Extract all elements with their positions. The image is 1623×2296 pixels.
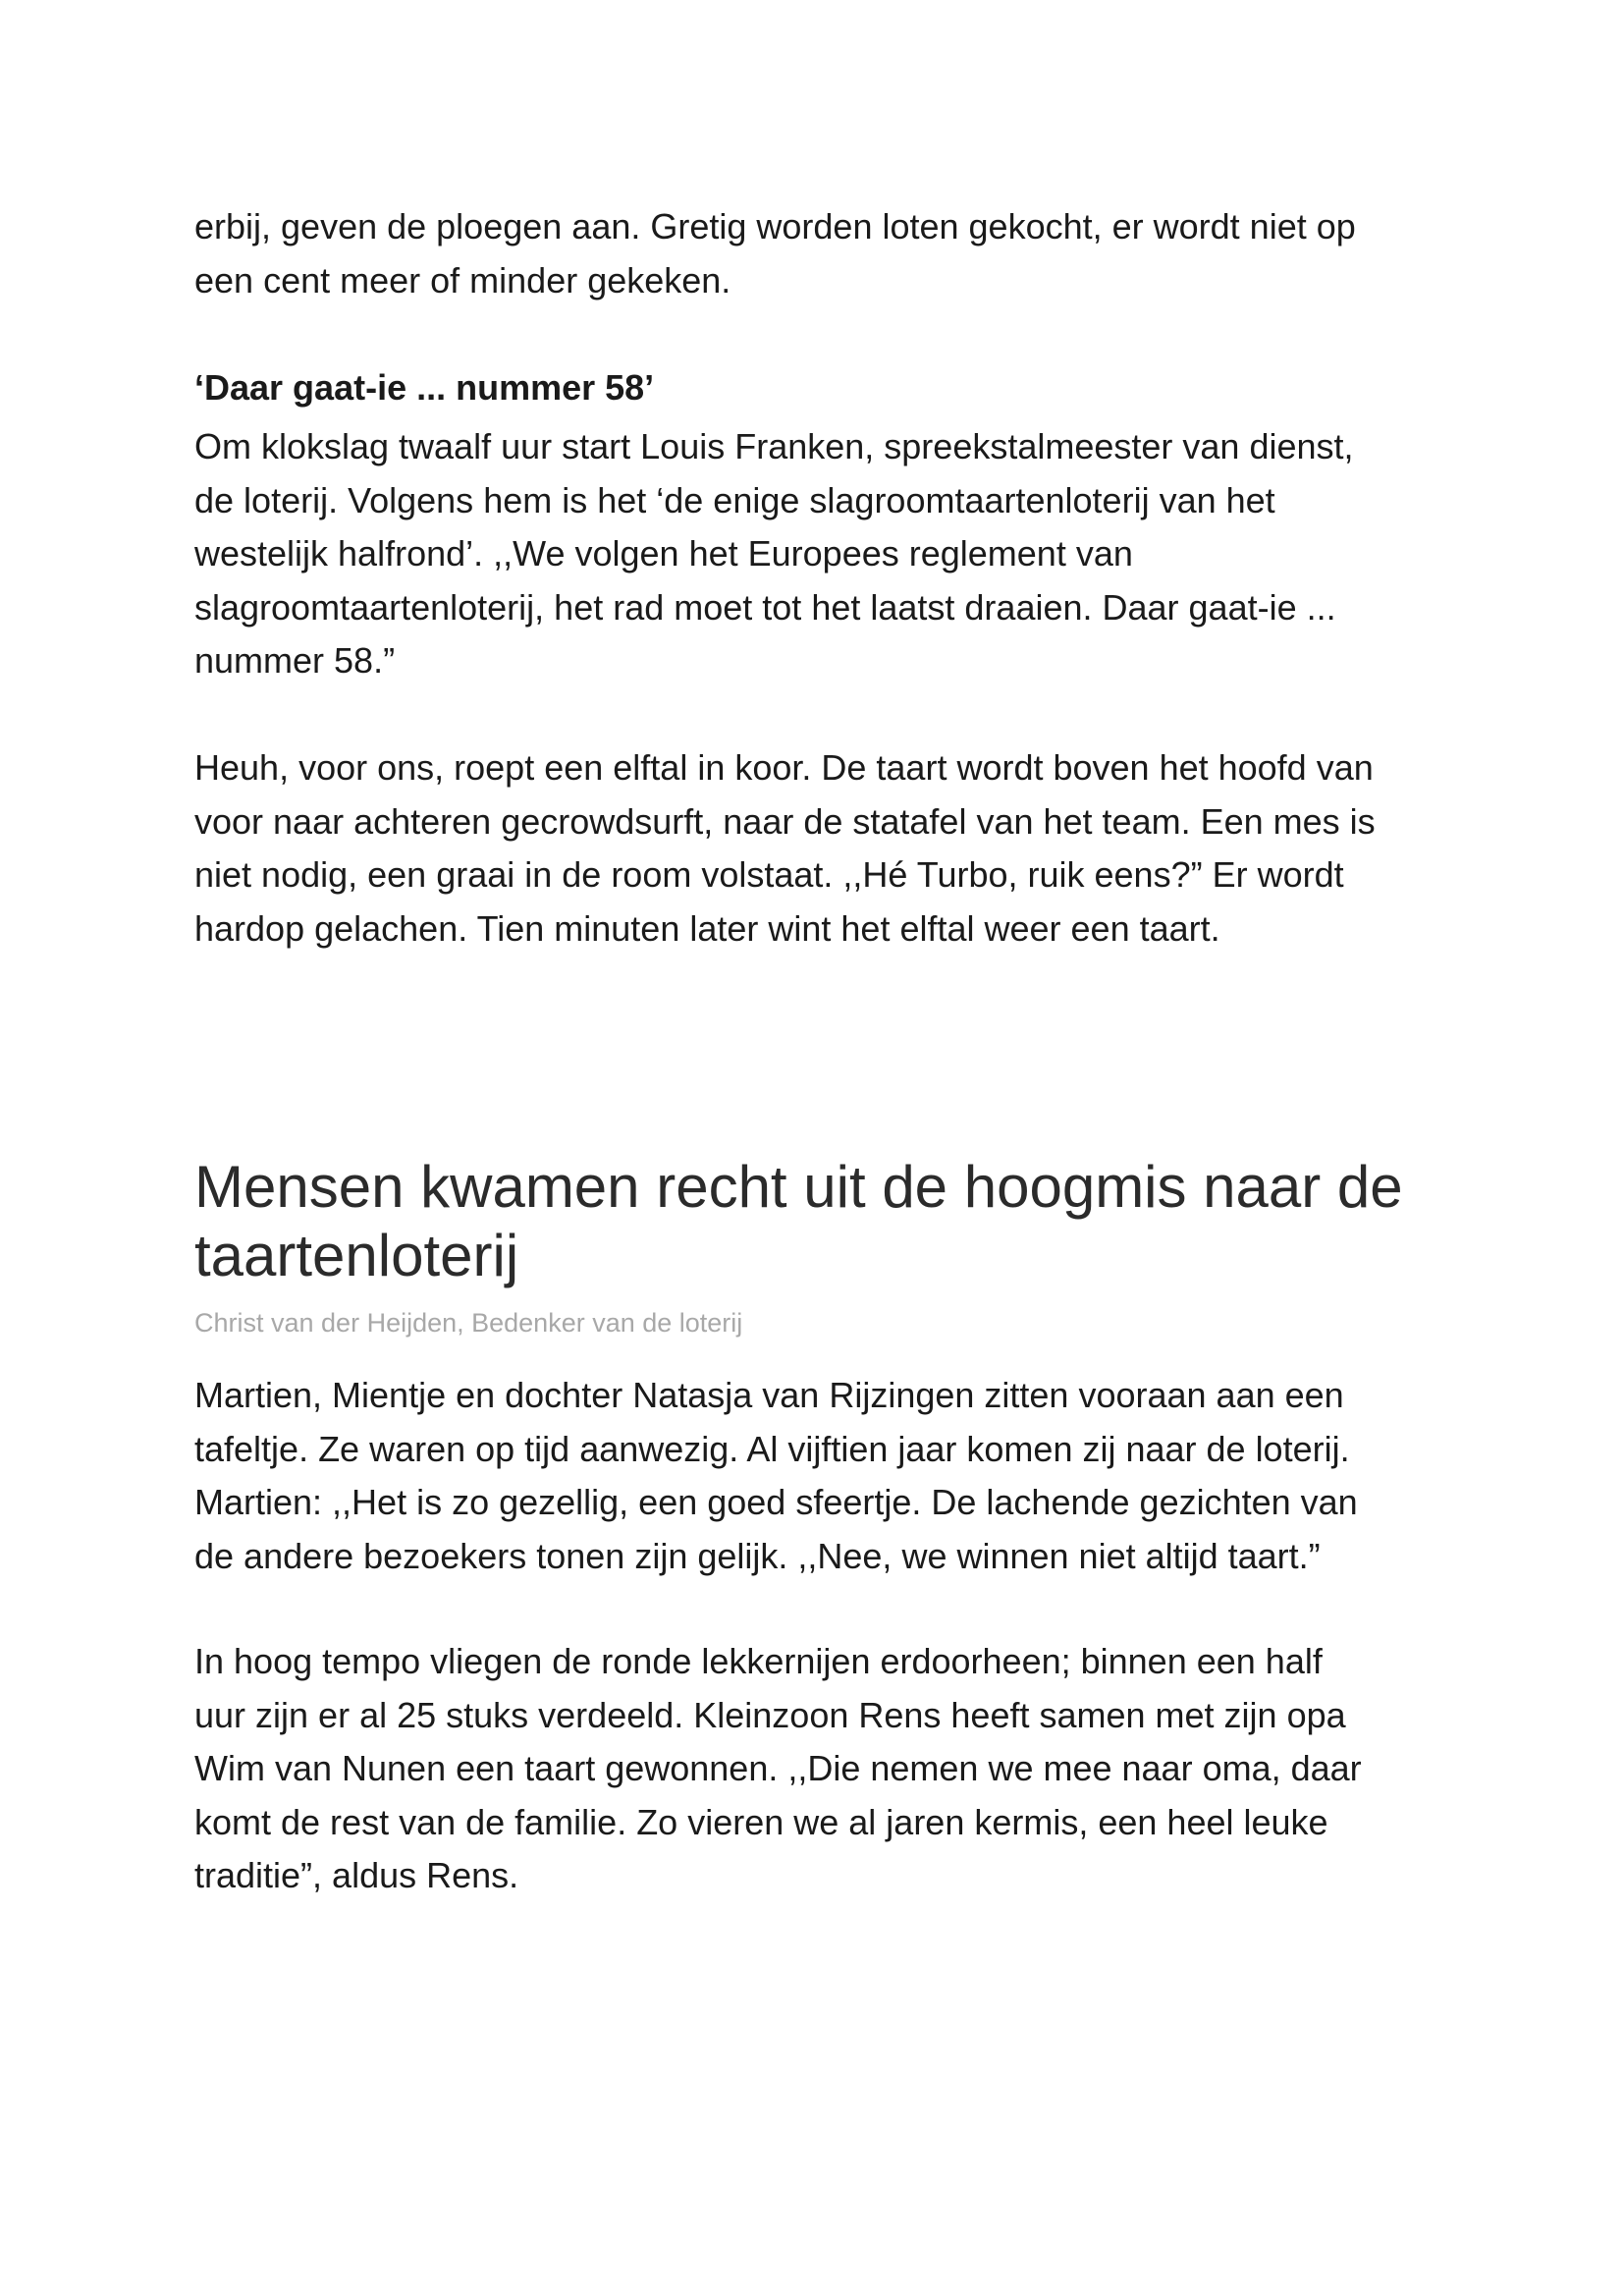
pull-quote-line: taartenloterij: [194, 1223, 519, 1288]
text-line: tafeltje. Ze waren op tijd aanwezig. Al vijftien jaar komen zij naar de loterij.: [194, 1428, 1350, 1469]
intro-paragraph: [194, 200, 1432, 307]
text-line: komt de rest van de familie. Zo vieren we al jaren kermis, een heel leuke: [194, 1801, 1328, 1842]
paragraph-2: [194, 420, 1432, 688]
paragraph-3: [194, 741, 1432, 956]
pull-quote: [194, 1153, 1432, 1290]
text-line: niet nodig, een graai in de room volstaat. ,,Hé Turbo, ruik eens?” Er wordt: [194, 854, 1344, 895]
text-line: Wim van Nunen een taart gewonnen. ,,Die nemen we mee naar oma, daar: [194, 1748, 1362, 1788]
text-line: westelijk halfrond’. ,,We volgen het Europees reglement van: [194, 533, 1133, 574]
text-line: nummer 58.”: [194, 640, 396, 681]
text-line: slagroomtaartenloterij, het rad moet tot het laatst draaien. Daar gaat-ie ...: [194, 586, 1336, 628]
text-line: Martien: ,,Het is zo gezellig, een goed sfeertje. De lachende gezichten van: [194, 1482, 1358, 1522]
subheading: [194, 361, 1432, 414]
text-line: Martien, Mientje en dochter Natasja van Rijzingen zitten vooraan aan een: [194, 1375, 1344, 1415]
subheading-text: ‘Daar gaat-ie ... nummer 58’: [194, 367, 655, 408]
text-line: uur zijn er al 25 stuks verdeeld. Kleinzoon Rens heeft samen met zijn opa: [194, 1694, 1346, 1735]
text-line: voor naar achteren gecrowdsurft, naar de statafel van het team. Een mes is: [194, 800, 1376, 842]
text-line: erbij, geven de ploegen aan. Gretig worden loten gekocht, er wordt niet op: [194, 206, 1356, 246]
paragraph-5: [194, 1635, 1432, 1903]
attribution-text: Christ van der Heijden, Bedenker van de loterij: [194, 1308, 743, 1338]
paragraph-4: [194, 1369, 1432, 1583]
text-line: traditie”, aldus Rens.: [194, 1855, 519, 1895]
text-line: een cent meer of minder gekeken.: [194, 259, 731, 301]
text-line: de andere bezoekers tonen zijn gelijk. ,,Nee, we winnen niet altijd taart.”: [194, 1535, 1321, 1576]
text-line: Om klokslag twaalf uur start Louis Franken, spreekstalmeester van dienst,: [194, 426, 1354, 466]
pull-quote-attribution: [194, 1306, 1432, 1339]
text-line: hardop gelachen. Tien minuten later wint het elftal weer een taart.: [194, 907, 1220, 949]
text-line: de loterij. Volgens hem is het ‘de enige slagroomtaartenloterij van het: [194, 479, 1275, 520]
text-line: In hoog tempo vliegen de ronde lekkernijen erdoorheen; binnen een half: [194, 1641, 1323, 1681]
pull-quote-line: Mensen kwamen recht uit de hoogmis naar de: [194, 1154, 1403, 1220]
text-line: Heuh, voor ons, roept een elftal in koor. De taart wordt boven het hoofd van: [194, 747, 1374, 788]
